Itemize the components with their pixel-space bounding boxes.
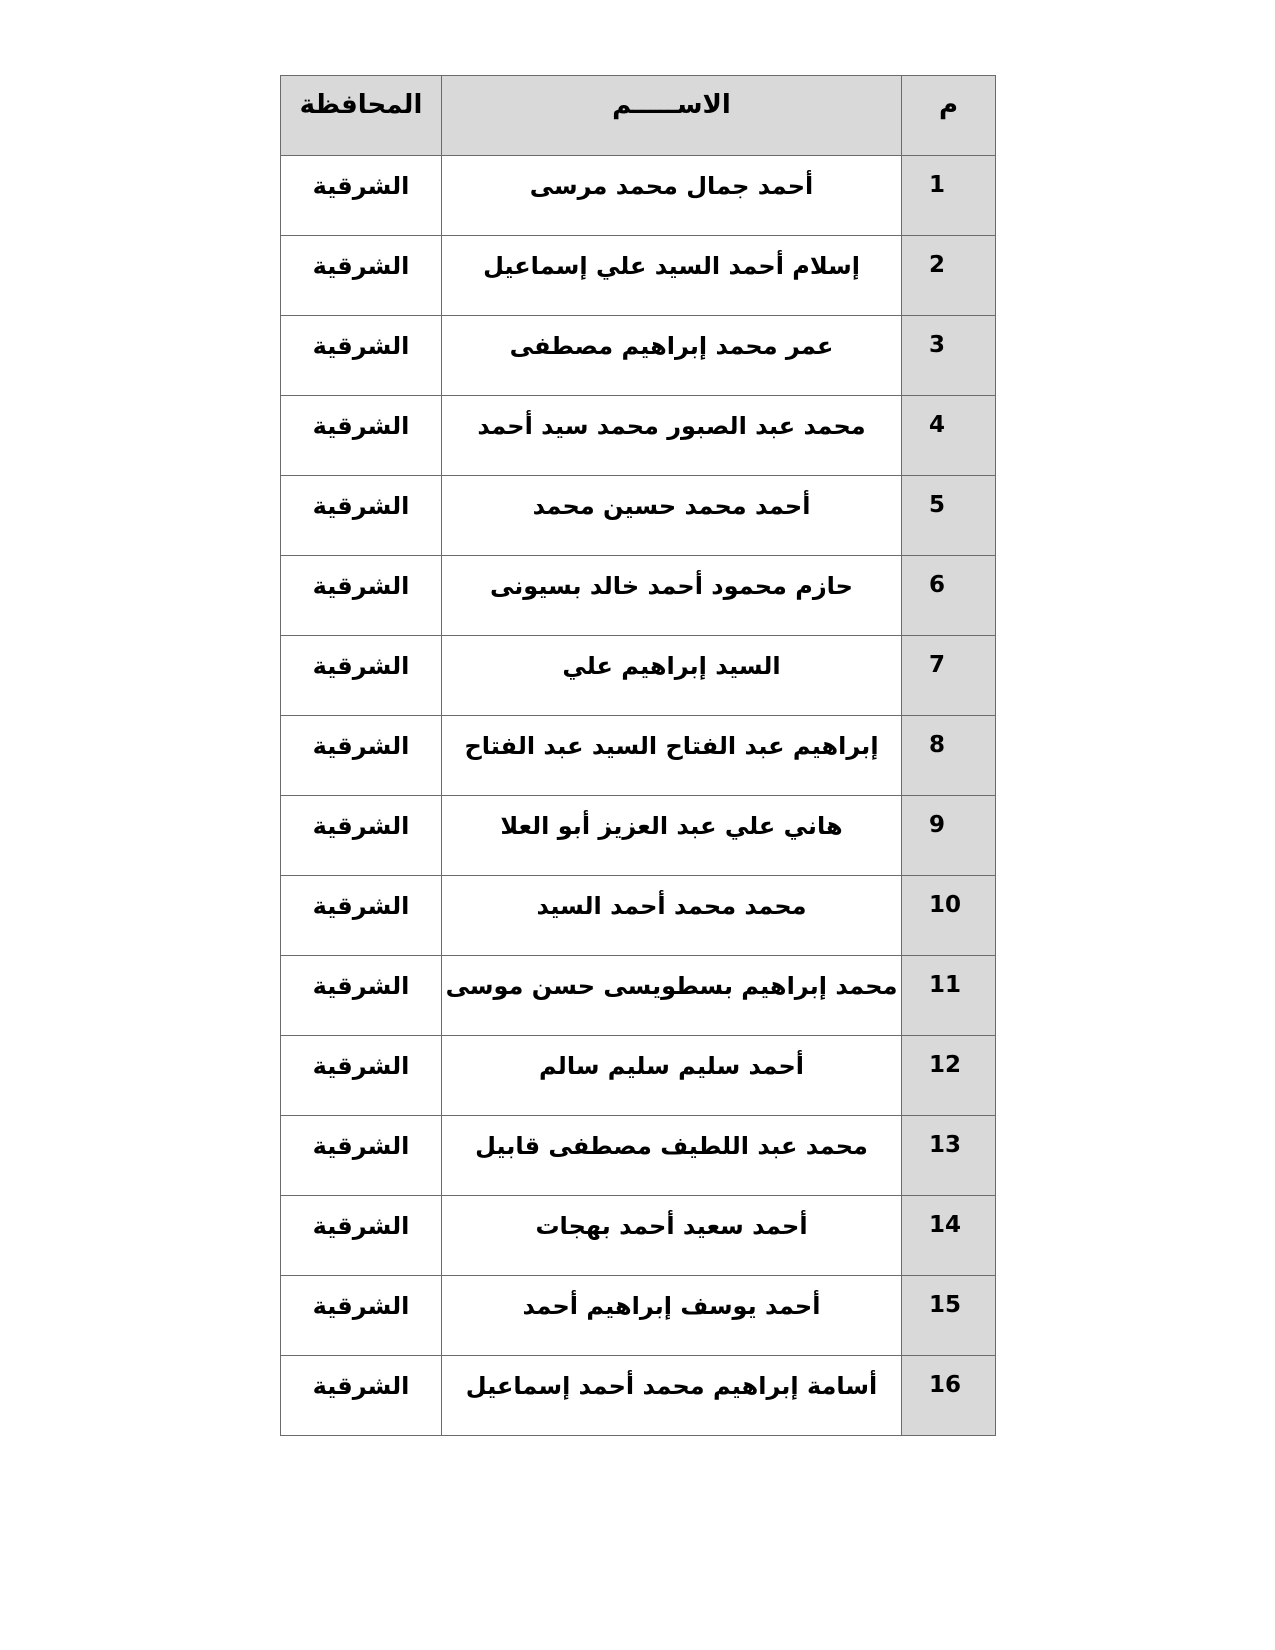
name-cell: أحمد سعيد أحمد بهجات [442,1196,902,1276]
governorate-cell: الشرقية [281,1276,442,1356]
number-cell: 5 [902,476,996,556]
header-number: م [902,76,996,156]
table-header [281,76,996,156]
name-cell: هاني علي عبد العزيز أبو العلا [442,796,902,876]
number-cell: 11 [902,956,996,1036]
governorate-cell: الشرقية [281,796,442,876]
table-row [281,956,996,1036]
table-row [281,156,996,236]
governorate-cell: الشرقية [281,556,442,636]
number-cell: 9 [902,796,996,876]
name-cell: محمد محمد أحمد السيد [442,876,902,956]
name-cell: إسلام أحمد السيد علي إسماعيل [442,236,902,316]
name-cell: أحمد محمد حسين محمد [442,476,902,556]
name-cell: أسامة إبراهيم محمد أحمد إسماعيل [442,1356,902,1436]
number-cell: 7 [902,636,996,716]
name-cell: أحمد يوسف إبراهيم أحمد [442,1276,902,1356]
number-cell: 13 [902,1116,996,1196]
governorate-cell: الشرقية [281,1036,442,1116]
number-cell: 8 [902,716,996,796]
governorate-cell: الشرقية [281,716,442,796]
table-row [281,876,996,956]
number-cell: 4 [902,396,996,476]
table-body [281,156,996,1436]
name-cell: محمد عبد اللطيف مصطفى قابيل [442,1116,902,1196]
governorate-cell: الشرقية [281,156,442,236]
number-cell: 15 [902,1276,996,1356]
table-row [281,236,996,316]
governorate-cell: الشرقية [281,316,442,396]
name-cell: أحمد جمال محمد مرسى [442,156,902,236]
table-row [281,1196,996,1276]
governorate-cell: الشرقية [281,396,442,476]
governorate-cell: الشرقية [281,1116,442,1196]
table-row [281,476,996,556]
number-cell: 3 [902,316,996,396]
header-name: الاســـــم [442,76,902,156]
table-row [281,796,996,876]
table-row [281,556,996,636]
governorate-cell: الشرقية [281,476,442,556]
name-cell: محمد إبراهيم بسطويسى حسن موسى [442,956,902,1036]
table-row [281,1116,996,1196]
number-cell: 6 [902,556,996,636]
number-cell: 16 [902,1356,996,1436]
governorate-cell: الشرقية [281,1196,442,1276]
governorate-cell: الشرقية [281,956,442,1036]
table-row [281,636,996,716]
governorate-cell: الشرقية [281,1356,442,1436]
governorate-cell: الشرقية [281,636,442,716]
names-table [280,75,996,1436]
name-cell: محمد عبد الصبور محمد سيد أحمد [442,396,902,476]
name-cell: إبراهيم عبد الفتاح السيد عبد الفتاح [442,716,902,796]
table-row [281,316,996,396]
number-cell: 10 [902,876,996,956]
header-row [281,76,996,156]
number-cell: 2 [902,236,996,316]
name-cell: حازم محمود أحمد خالد بسيونى [442,556,902,636]
table-row [281,1036,996,1116]
table-row [281,396,996,476]
table-row [281,1356,996,1436]
governorate-cell: الشرقية [281,236,442,316]
number-cell: 12 [902,1036,996,1116]
number-cell: 1 [902,156,996,236]
number-cell: 14 [902,1196,996,1276]
table-row [281,716,996,796]
table-row [281,1276,996,1356]
name-cell: عمر محمد إبراهيم مصطفى [442,316,902,396]
name-cell: السيد إبراهيم علي [442,636,902,716]
header-governorate: المحافظة [281,76,442,156]
name-cell: أحمد سليم سليم سالم [442,1036,902,1116]
governorate-cell: الشرقية [281,876,442,956]
